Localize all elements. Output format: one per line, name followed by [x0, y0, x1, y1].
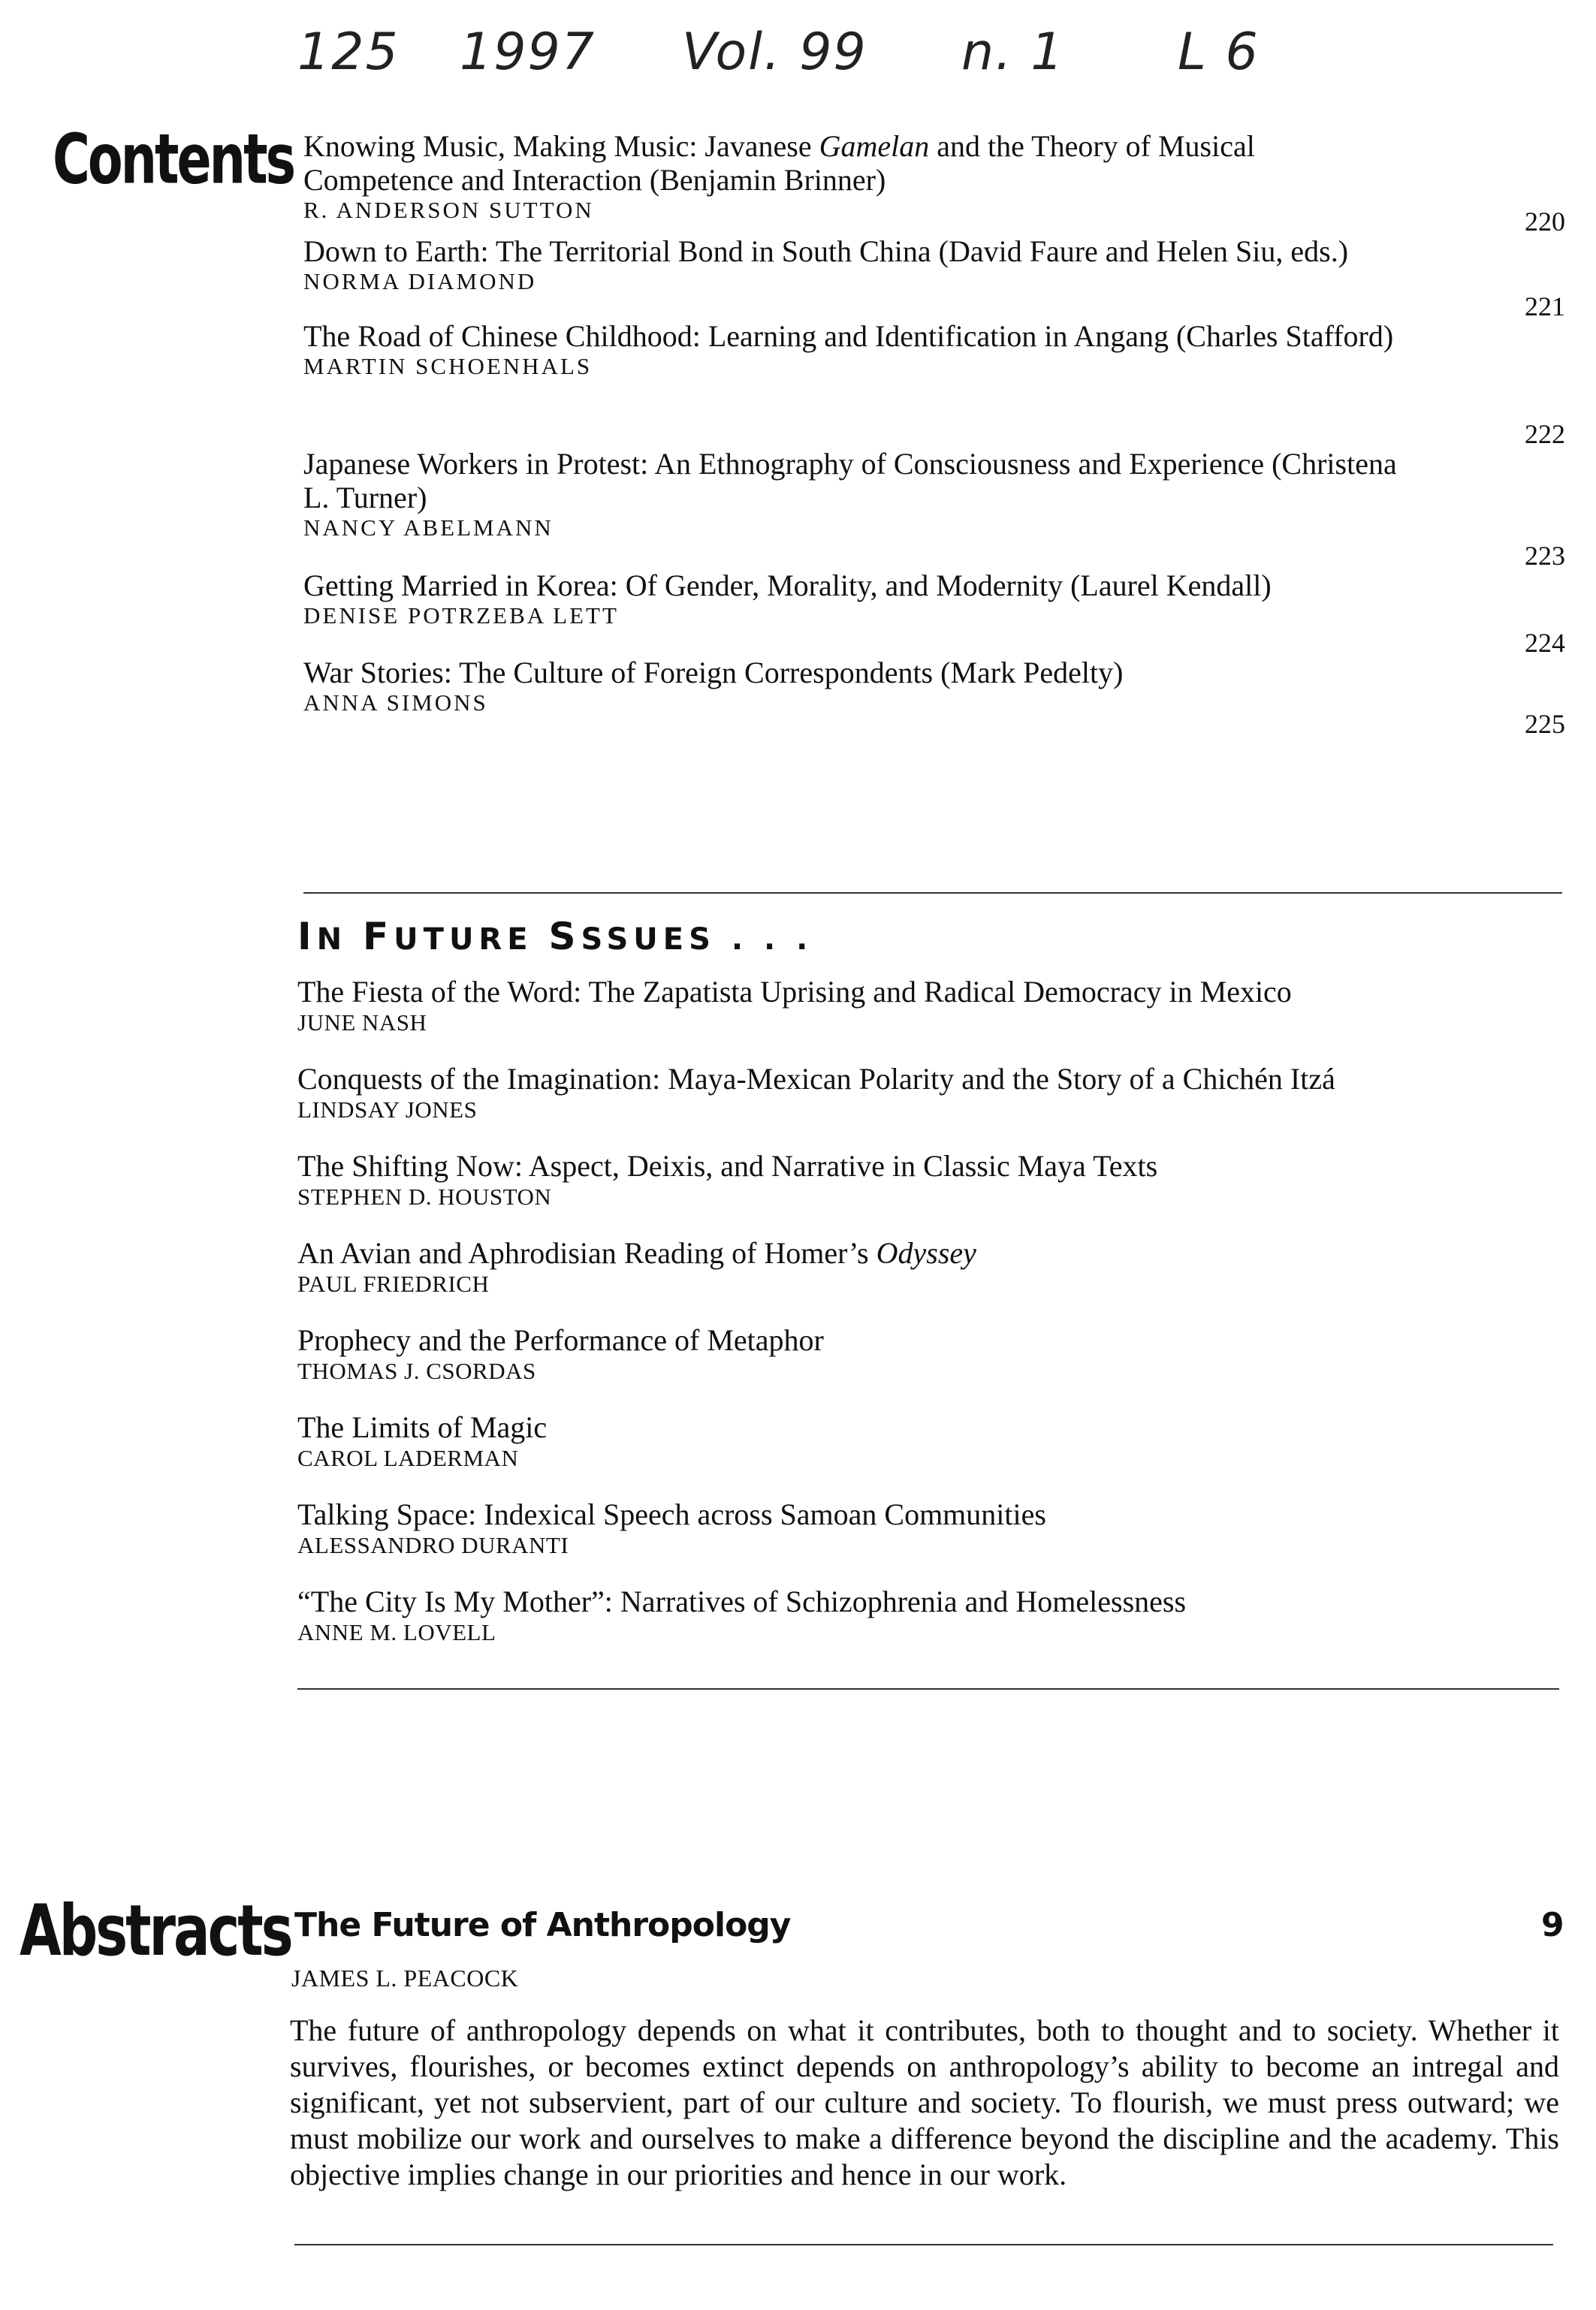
contents-entry	[303, 234, 1565, 319]
future-issue-author: CAROL LADERMAN	[297, 1445, 519, 1471]
entry-page-number: 222	[1525, 419, 1565, 449]
future-issue-item	[297, 975, 1559, 1036]
entry-author: ANNA SIMONS	[303, 689, 488, 716]
future-issue-author: STEPHEN D. HOUSTON	[297, 1184, 552, 1210]
contents-entry	[303, 656, 1565, 737]
future-issue-author: JUNE NASH	[297, 1009, 427, 1036]
entry-page-number: 220	[1525, 207, 1565, 237]
future-issue-item	[297, 1236, 1559, 1298]
abstract-text: The future of anthropology depends on what it contributes, both to thought and to society. Whether it survives, flourishes, or becomes extinct depends on anthropology’s ability to become an intregal and significant, yet not subservient, part of our culture and society. To flourish, we must press outward; we must mobilize our work and ourselves to make a difference beyond the discipline and the academy. This objective implies change in our priorities and hence in our work.	[290, 2013, 1559, 2191]
future-issue-item	[297, 1323, 1559, 1385]
section-divider	[297, 1688, 1559, 1690]
entry-title: War Stories: The Culture of Foreign Correspondents (Mark Pedelty)	[303, 656, 1124, 689]
section-divider	[303, 892, 1562, 894]
entry-author: MARTIN SCHOENHALS	[303, 353, 593, 379]
future-issue-item	[297, 1585, 1559, 1646]
entry-title: Down to Earth: The Territorial Bond in South China (David Faure and Helen Siu, eds.)	[303, 234, 1349, 268]
future-issue-author: ANNE M. LOVELL	[297, 1619, 496, 1645]
future-issue-item	[297, 1149, 1559, 1211]
entry-author: DENISE POTRZEBA LETT	[303, 602, 619, 629]
future-issue-item	[297, 1410, 1559, 1472]
future-issue-title: An Avian and Aphrodisian Reading of Homer’s Odyssey	[297, 1236, 976, 1270]
future-issue-author: ALESSANDRO DURANTI	[297, 1532, 569, 1558]
entry-title: The Road of Chinese Childhood: Learning and Identification in Angang (Charles Stafford)	[303, 319, 1394, 353]
handwritten-note-part: L 6	[1178, 23, 1260, 82]
section-divider	[294, 2244, 1553, 2245]
future-issue-author: THOMAS J. CSORDAS	[297, 1358, 536, 1384]
future-issue-item	[297, 1497, 1559, 1559]
entry-title: Knowing Music, Making Music: Javanese Gamelan and the Theory of Musical Competence and Interaction (Benjamin Brinner)	[303, 129, 1255, 197]
future-issue-author: PAUL FRIEDRICH	[297, 1271, 490, 1297]
contents-label: Contents	[53, 120, 294, 201]
entry-title: Japanese Workers in Protest: An Ethnography of Consciousness and Experience (Christena L. Turner)	[303, 447, 1397, 514]
abstracts-label: Abstracts	[20, 1889, 291, 1972]
future-issue-title: Conquests of the Imagination: Maya-Mexican Polarity and the Story of a Chichén Itzá	[297, 1062, 1335, 1096]
future-issues-list	[297, 975, 1559, 1672]
entry-author: NANCY ABELMANN	[303, 514, 554, 541]
entry-page-number: 221	[1525, 291, 1565, 321]
future-issue-item	[297, 1062, 1559, 1123]
entry-page-number: 224	[1525, 628, 1565, 658]
abstract-title: The Future of Anthropology	[294, 1906, 791, 1944]
future-issue-author: LINDSAY JONES	[297, 1096, 478, 1123]
entry-page-number: 223	[1525, 541, 1565, 571]
future-issues-heading: IN FUTURE SSSUES . . .	[297, 915, 813, 958]
contents-list	[303, 129, 1565, 737]
entry-author: NORMA DIAMOND	[303, 268, 537, 294]
handwritten-note-part: Vol. 99	[682, 23, 867, 82]
future-issue-title: The Limits of Magic	[297, 1410, 548, 1444]
abstract-page-number: 9	[1541, 1906, 1564, 1944]
handwritten-note-part: 1997	[460, 23, 596, 82]
future-issue-title: “The City Is My Mother”: Narratives of Schizophrenia and Homelessness	[297, 1585, 1187, 1618]
handwritten-note-part: n. 1	[961, 23, 1065, 82]
contents-entry	[303, 447, 1565, 571]
entry-page-number: 225	[1525, 709, 1565, 739]
handwritten-note	[0, 23, 1596, 105]
entry-author: R. ANDERSON SUTTON	[303, 197, 594, 223]
abstract-author: JAMES L. PEACOCK	[291, 1965, 519, 1992]
handwritten-note-part: 125	[297, 23, 400, 82]
future-issue-title: Prophecy and the Performance of Metaphor	[297, 1323, 824, 1357]
future-issue-title: The Shifting Now: Aspect, Deixis, and Narrative in Classic Maya Texts	[297, 1149, 1158, 1183]
future-issue-title: Talking Space: Indexical Speech across Samoan Communities	[297, 1497, 1046, 1531]
contents-entry	[303, 319, 1565, 447]
future-issue-title: The Fiesta of the Word: The Zapatista Uprising and Radical Democracy in Mexico	[297, 975, 1292, 1009]
contents-entry	[303, 129, 1565, 237]
contents-entry	[303, 568, 1565, 656]
entry-title: Getting Married in Korea: Of Gender, Morality, and Modernity (Laurel Kendall)	[303, 568, 1272, 602]
